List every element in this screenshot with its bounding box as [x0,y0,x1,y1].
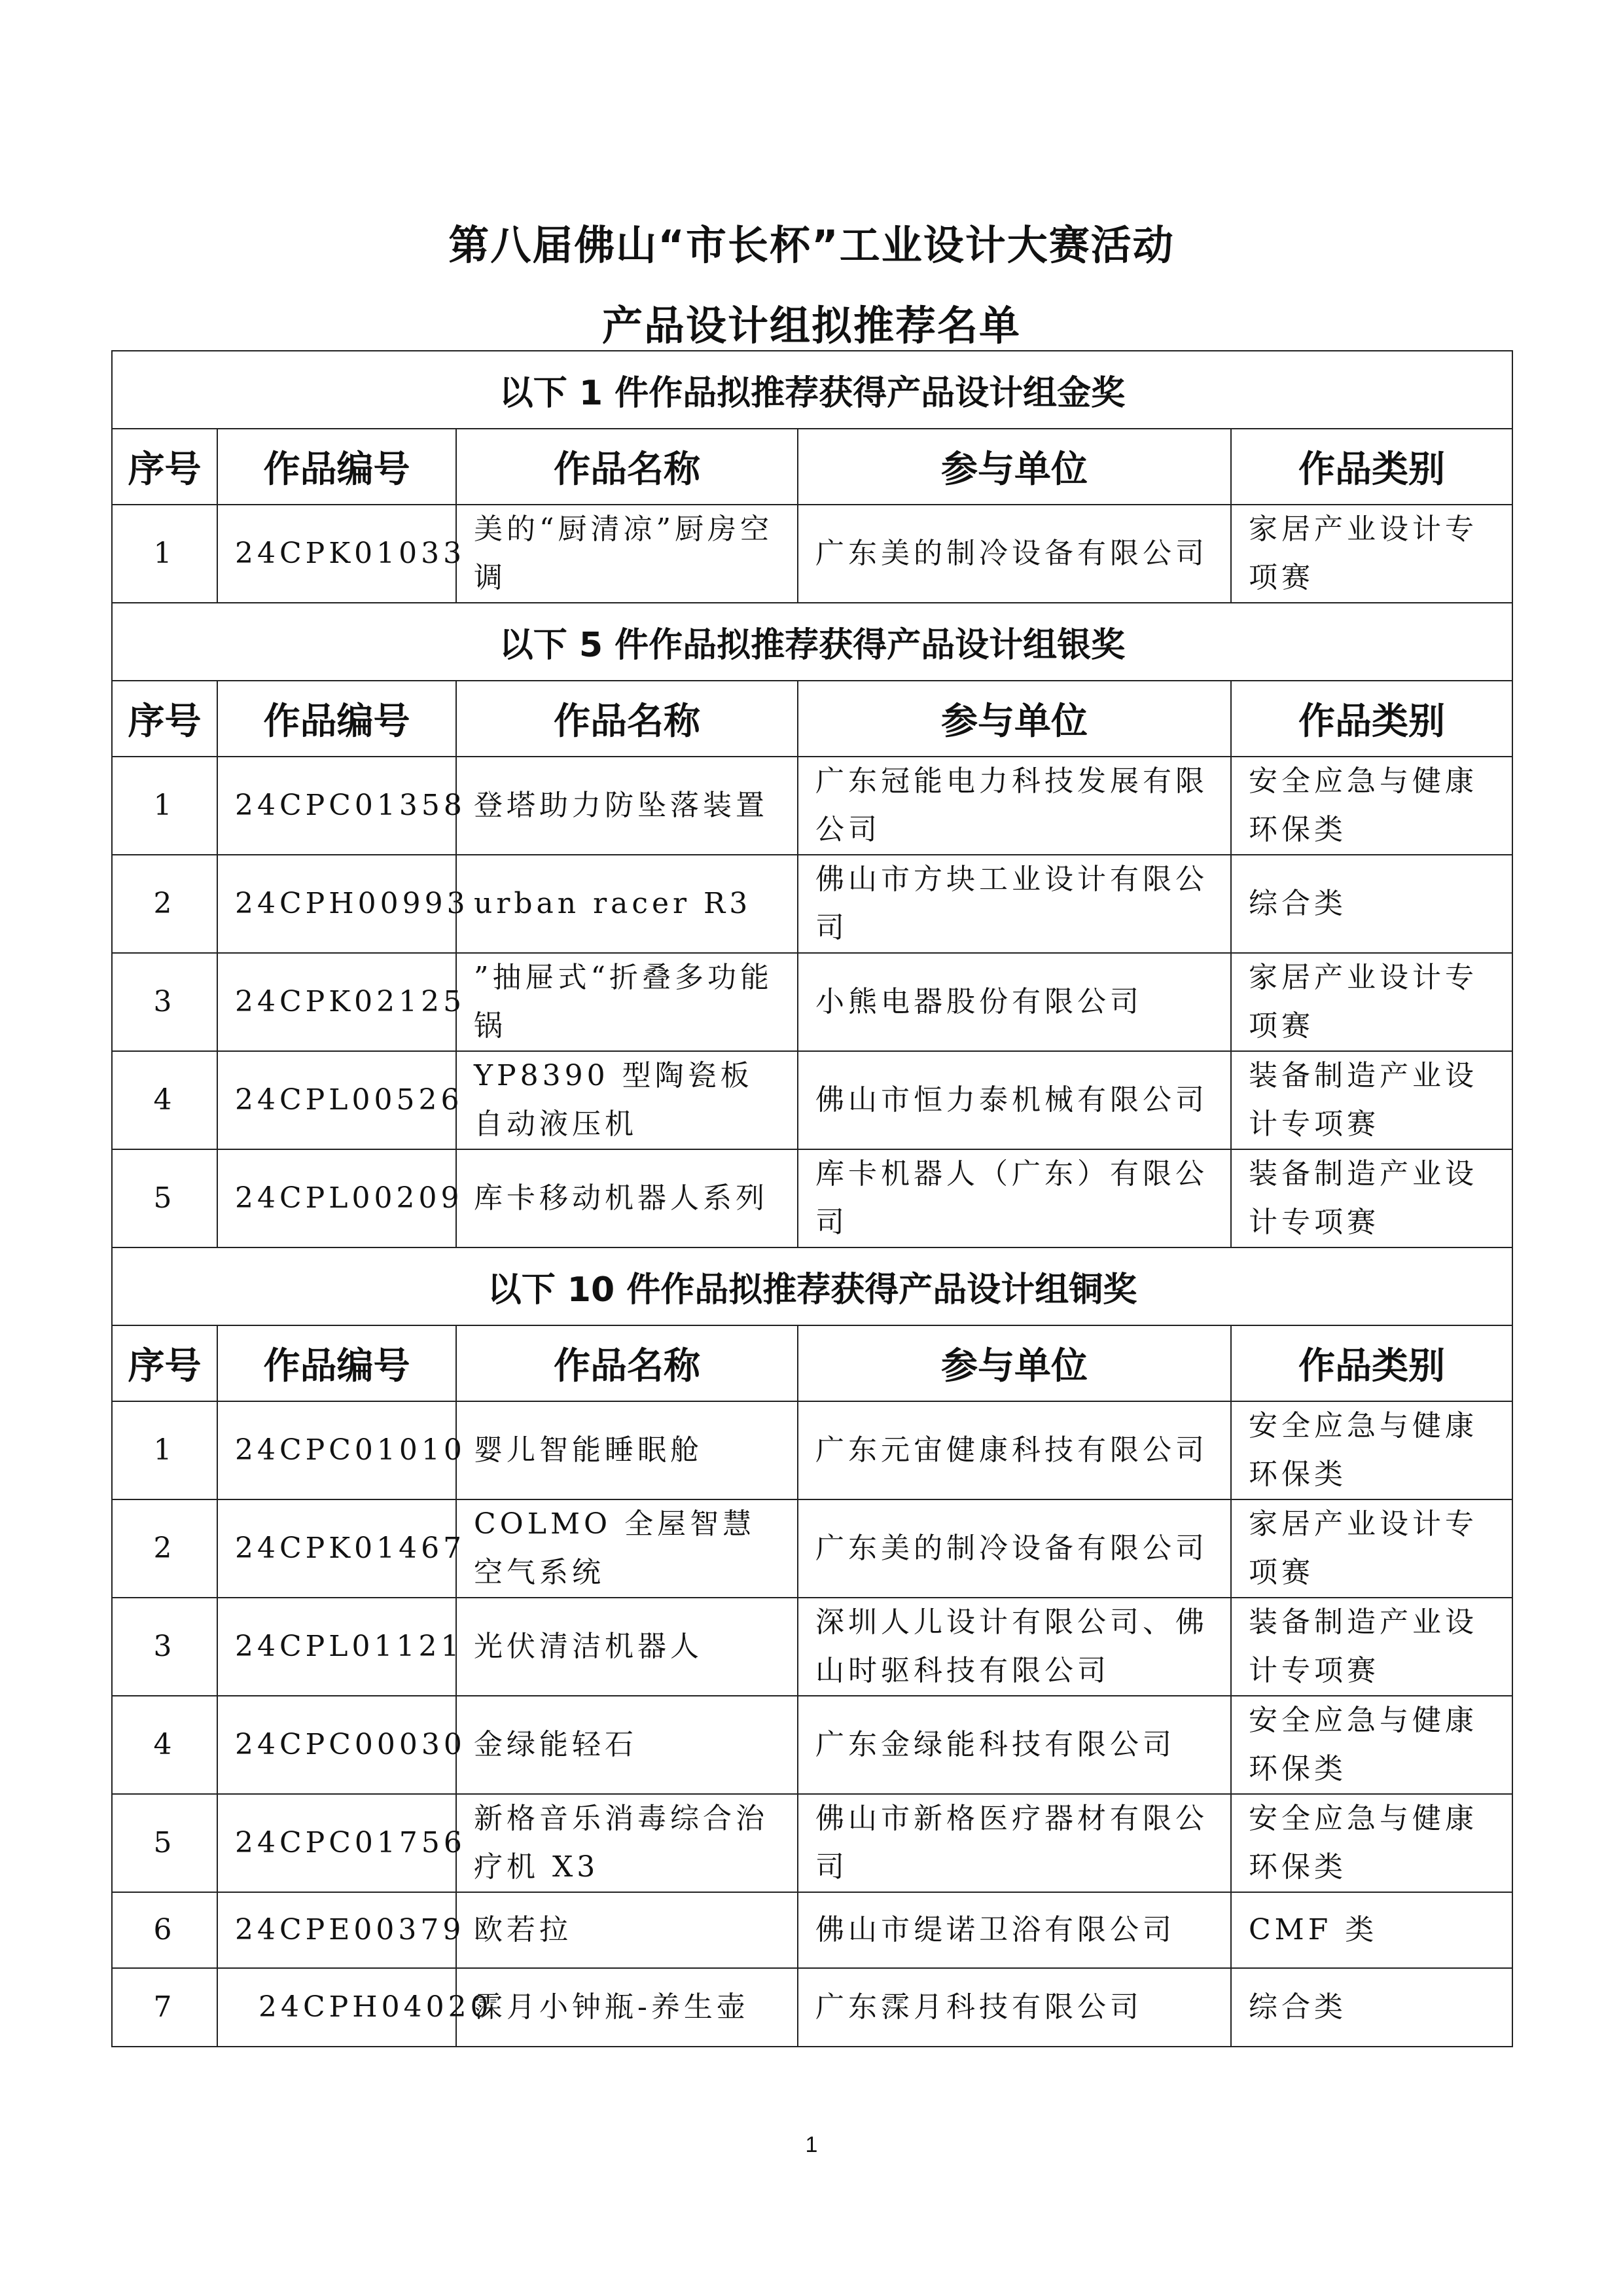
cell-index: 7 [112,1968,217,2047]
cell-index: 3 [112,1598,217,1696]
cell-code: 24CPL00526 [217,1051,456,1149]
cell-index: 2 [112,855,217,953]
table-row [112,1598,1512,1696]
cell-code: 24CPC01756 [217,1794,456,1892]
section-silver [112,603,1512,681]
section-bronze [112,1247,1512,1325]
cell-category: 家居产业设计专项赛 [1231,953,1512,1051]
cell-unit: 佛山市恒力泰机械有限公司 [798,1051,1231,1149]
cell-unit: 小熊电器股份有限公司 [798,953,1231,1051]
cell-index: 4 [112,1051,217,1149]
cell-unit: 广东霂月科技有限公司 [798,1968,1231,2047]
table-row [112,505,1512,603]
header-code: 作品编号 [217,1325,456,1401]
cell-category: 综合类 [1231,1968,1512,2047]
cell-name: 霂月小钟瓶-养生壶 [456,1968,798,2047]
cell-unit: 深圳人儿设计有限公司、佛山时驱科技有限公司 [798,1598,1231,1696]
cell-index: 1 [112,757,217,855]
cell-name: urban racer R3 [456,855,798,953]
table-row [112,1401,1512,1499]
cell-index: 5 [112,1149,217,1247]
table-row [112,953,1512,1051]
cell-code: 24CPH04020 [217,1968,456,2047]
header-category: 作品类别 [1231,681,1512,757]
header-row [112,1325,1512,1401]
cell-code: 24CPK02125 [217,953,456,1051]
cell-index: 2 [112,1499,217,1598]
cell-index: 1 [112,505,217,603]
cell-index: 1 [112,1401,217,1499]
section-heading: 以下 10 件作品拟推荐获得产品设计组铜奖 [112,1247,1512,1325]
header-index: 序号 [112,429,217,505]
cell-index: 5 [112,1794,217,1892]
cell-category: 安全应急与健康环保类 [1231,757,1512,855]
cell-unit: 库卡机器人（广东）有限公司 [798,1149,1231,1247]
cell-name: 美的“厨清凉”厨房空调 [456,505,798,603]
cell-category: 家居产业设计专项赛 [1231,505,1512,603]
table-row [112,1051,1512,1149]
cell-name: 登塔助力防坠落装置 [456,757,798,855]
cell-category: 装备制造产业设计专项赛 [1231,1149,1512,1247]
cell-name: ”抽屉式“折叠多功能锅 [456,953,798,1051]
cell-name: 库卡移动机器人系列 [456,1149,798,1247]
cell-category: CMF 类 [1231,1892,1512,1968]
header-code: 作品编号 [217,681,456,757]
header-row [112,429,1512,505]
header-category: 作品类别 [1231,429,1512,505]
header-name: 作品名称 [456,429,798,505]
recommendation-table [111,350,1513,2047]
cell-index: 3 [112,953,217,1051]
header-category: 作品类别 [1231,1325,1512,1401]
cell-name: 婴儿智能睡眠舱 [456,1401,798,1499]
cell-unit: 佛山市方块工业设计有限公司 [798,855,1231,953]
cell-index: 6 [112,1892,217,1968]
cell-code: 24CPE00379 [217,1892,456,1968]
header-name: 作品名称 [456,681,798,757]
cell-category: 综合类 [1231,855,1512,953]
section-heading: 以下 5 件作品拟推荐获得产品设计组银奖 [112,603,1512,681]
document-title: 第八届佛山“市长杯”工业设计大赛活动 [448,221,1175,269]
cell-unit: 广东元宙健康科技有限公司 [798,1401,1231,1499]
header-index: 序号 [112,681,217,757]
cell-name: 欧若拉 [456,1892,798,1968]
cell-name: 金绿能轻石 [456,1696,798,1794]
cell-code: 24CPC00030 [217,1696,456,1794]
header-code: 作品编号 [217,429,456,505]
cell-category: 装备制造产业设计专项赛 [1231,1598,1512,1696]
cell-category: 家居产业设计专项赛 [1231,1499,1512,1598]
cell-index: 4 [112,1696,217,1794]
cell-unit: 佛山市缇诺卫浴有限公司 [798,1892,1231,1968]
cell-code: 24CPK01467 [217,1499,456,1598]
section-gold [112,351,1512,429]
cell-name: YP8390 型陶瓷板自动液压机 [456,1051,798,1149]
cell-name: COLMO 全屋智慧空气系统 [456,1499,798,1598]
header-unit: 参与单位 [798,681,1231,757]
cell-unit: 广东美的制冷设备有限公司 [798,505,1231,603]
cell-code: 24CPK01033 [217,505,456,603]
cell-code: 24CPC01358 [217,757,456,855]
table-row [112,1696,1512,1794]
table-row [112,1892,1512,1968]
header-unit: 参与单位 [798,429,1231,505]
table-row [112,1499,1512,1598]
cell-unit: 广东冠能电力科技发展有限公司 [798,757,1231,855]
section-heading: 以下 1 件作品拟推荐获得产品设计组金奖 [112,351,1512,429]
cell-code: 24CPL00209 [217,1149,456,1247]
cell-code: 24CPL01121 [217,1598,456,1696]
header-unit: 参与单位 [798,1325,1231,1401]
cell-category: 安全应急与健康环保类 [1231,1794,1512,1892]
cell-code: 24CPC01010 [217,1401,456,1499]
cell-unit: 佛山市新格医疗器材有限公司 [798,1794,1231,1892]
page-number: 1 [805,2132,818,2157]
cell-category: 装备制造产业设计专项赛 [1231,1051,1512,1149]
header-name: 作品名称 [456,1325,798,1401]
cell-unit: 广东美的制冷设备有限公司 [798,1499,1231,1598]
cell-name: 光伏清洁机器人 [456,1598,798,1696]
table-row [112,855,1512,953]
table-row [112,1968,1512,2047]
cell-name: 新格音乐消毒综合治疗机 X3 [456,1794,798,1892]
table-row [112,1794,1512,1892]
cell-unit: 广东金绿能科技有限公司 [798,1696,1231,1794]
document-subtitle: 产品设计组拟推荐名单 [601,302,1021,350]
cell-category: 安全应急与健康环保类 [1231,1401,1512,1499]
header-index: 序号 [112,1325,217,1401]
header-row [112,681,1512,757]
table-row [112,757,1512,855]
cell-code: 24CPH00993 [217,855,456,953]
table-row [112,1149,1512,1247]
cell-category: 安全应急与健康环保类 [1231,1696,1512,1794]
